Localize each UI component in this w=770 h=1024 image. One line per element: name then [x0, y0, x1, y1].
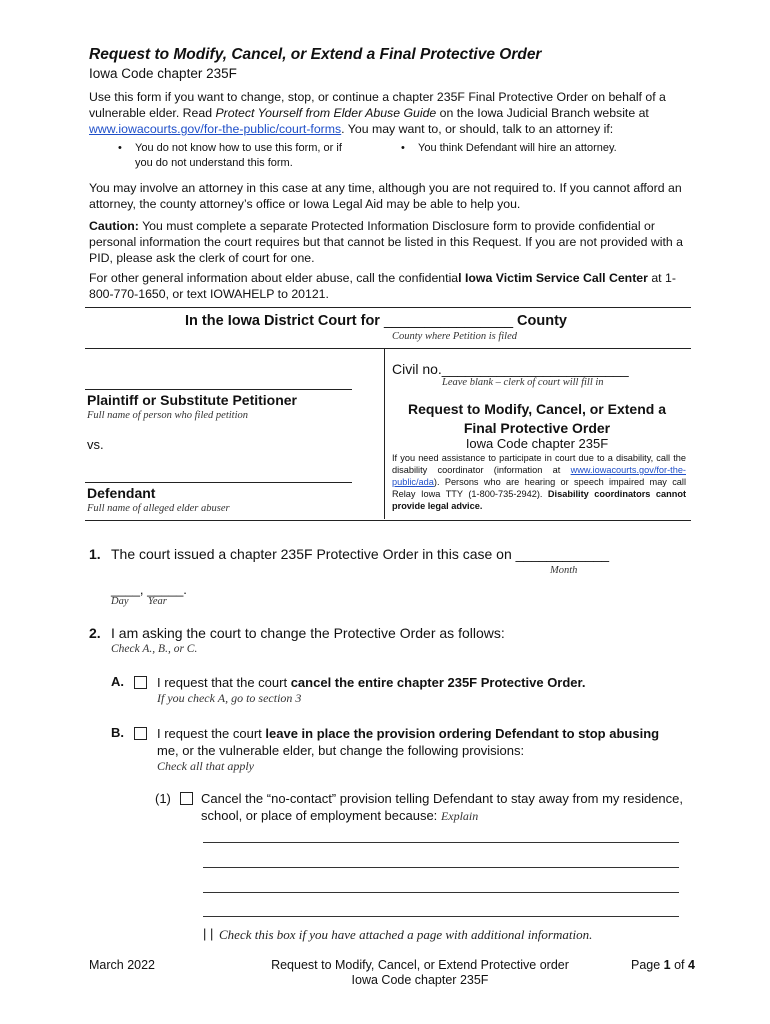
option-a-label: A.: [111, 674, 124, 689]
defendant-hint: Full name of alleged elder abuser: [87, 503, 230, 514]
year-hint: Year: [148, 596, 167, 607]
option-b-hint: Check all that apply: [157, 759, 254, 773]
explain-line[interactable]: [203, 916, 679, 917]
option-a-checkbox[interactable]: [134, 676, 147, 689]
day-hint: Day: [111, 596, 129, 607]
caption-divider: [384, 349, 385, 519]
plaintiff-line[interactable]: [85, 389, 352, 390]
intro-text-3: . You may want to, or should, talk to an attorney if:: [341, 122, 614, 136]
page-number: 1: [663, 958, 671, 972]
option-b-text: [157, 725, 659, 742]
bullet-text: You do not know how to use this form, or if you do not understand this form.: [135, 142, 342, 169]
option-b-prefix: I request the court: [157, 726, 266, 741]
option-b1-text: [201, 790, 683, 825]
court-suffix: County: [513, 313, 567, 329]
bullet-icon: •: [118, 142, 122, 154]
month-hint: Month: [550, 565, 578, 576]
general-text: For other general information about elder abuse, call the confidentia: [89, 271, 459, 285]
bullet-item: [401, 141, 678, 156]
section-1-text[interactable]: The court issued a chapter 235F Protective Order in this case on ____________: [111, 546, 610, 562]
option-a-prefix: I request that the court: [157, 675, 291, 690]
guide-title: Protect Yourself from Elder Abuse Guide: [215, 106, 437, 120]
footer-date: March 2022: [89, 958, 156, 972]
attorney-paragraph: You may involve an attorney in this case at any time, although you are not required to. If you cannot afford an attorney, the county attorney’s office or Iowa Legal Aid may be able to help you.: [89, 181, 682, 211]
bullet-item: [118, 141, 360, 171]
option-b-text-2: me, or the vulnerable elder, but change the following provisions:: [157, 743, 525, 758]
county-blank[interactable]: ________________: [383, 313, 514, 329]
ada-disclaimer: Disability coordinators cannot provide legal advice.: [392, 489, 687, 511]
explain-hint: Explain: [440, 809, 479, 823]
ada-text: If you need assistance to participate in court due to a disability, call the disability coordinator (information at: [392, 453, 686, 475]
general-info-paragraph: [89, 270, 689, 302]
county-hint: County where Petition is filed: [392, 331, 518, 342]
plaintiff-hint: Full name of person who filed petition: [87, 410, 248, 421]
court-prefix: In the Iowa District Court for: [185, 313, 384, 329]
option-a-text: [157, 674, 586, 691]
civil-number-hint: Leave blank – clerk of court will fill in: [442, 377, 604, 388]
option-b-label: B.: [111, 725, 124, 740]
option-b-checkbox[interactable]: [134, 727, 147, 740]
footer-title-line-2: Iowa Code chapter 235F: [351, 973, 489, 987]
section-1-number: 1.: [89, 546, 101, 562]
section-2-hint: Check A., B., or C.: [111, 643, 198, 655]
plaintiff-label: Plaintiff or Substitute Petitioner: [87, 392, 298, 408]
general-text-2: at 1-800-770-1650, or text IOWAHELP to 20121.: [89, 271, 676, 301]
intro-text-2: on the Iowa Judicial Branch website at: [436, 106, 649, 120]
caption-bottom-rule: [85, 520, 691, 521]
attachment-text: Check this box if you have attached a page with additional information.: [219, 927, 593, 942]
option-b-bold: leave in place the provision ordering Defendant to stop abusing: [265, 726, 660, 741]
day-year-field[interactable]: ____, _____.: [111, 582, 187, 597]
defendant-line[interactable]: [85, 482, 352, 483]
attachment-checkbox[interactable]: | |: [203, 926, 214, 941]
court-forms-link[interactable]: www.iowacourts.gov/for-the-public/court-forms: [89, 122, 342, 136]
page-total: 4: [688, 958, 695, 972]
section-2-text: I am asking the court to change the Protective Order as follows:: [111, 625, 505, 641]
option-a-bold: cancel the entire chapter 235F Protective Order.: [290, 675, 586, 690]
caption-form-code: Iowa Code chapter 235F: [465, 436, 609, 451]
option-b1-body: Cancel the “no-contact” provision telling Defendant to stay away from my residence, school, or place of employment because:: [201, 791, 683, 823]
call-center-name: l Iowa Victim Service Call Center: [458, 271, 648, 285]
option-b1-checkbox[interactable]: [180, 792, 193, 805]
explain-line[interactable]: [203, 842, 679, 843]
civil-number-field[interactable]: Civil no.________________________: [392, 361, 629, 377]
caution-paragraph: [89, 218, 689, 266]
caution-label: Caution:: [89, 219, 139, 233]
footer-title: [230, 958, 610, 988]
intro-paragraph: [89, 89, 689, 137]
versus-label: vs.: [87, 437, 104, 452]
page-of: of: [670, 958, 688, 972]
option-a-hint: If you check A, go to section 3: [157, 691, 302, 705]
caption-form-title: Request to Modify, Cancel, or Extend a Final Protective Order: [407, 401, 666, 436]
section-2-number: 2.: [89, 625, 101, 641]
court-heading: [185, 313, 567, 329]
page-indicator: [631, 958, 695, 972]
caution-text: You must complete a separate Protected Information Disclosure form to provide confidential or personal information the court requires but that cannot be listed in this Request. If you are not provided with a PID, please ask the clerk of court for one.: [89, 219, 684, 265]
ada-link[interactable]: www.iowacourts.gov/for-the-public/ada: [392, 465, 686, 487]
option-b1-label: (1): [155, 791, 171, 806]
intro-text: Use this form if you want to change, stop, or continue a chapter 235F Final Protective Order on behalf of a vulnerable elder. Read: [89, 90, 666, 120]
ada-notice: [392, 452, 686, 512]
form-code: Iowa Code chapter 235F: [89, 66, 237, 81]
footer-title-line-1: Request to Modify, Cancel, or Extend Protective order: [271, 958, 569, 972]
explain-line[interactable]: [203, 892, 679, 893]
page-word: Page: [631, 958, 664, 972]
caption-top-rule: [85, 307, 691, 308]
form-title: Request to Modify, Cancel, or Extend a Final Protective Order: [89, 46, 542, 63]
defendant-label: Defendant: [87, 485, 156, 501]
bullet-text: You think Defendant will hire an attorney.: [418, 142, 617, 154]
explain-line[interactable]: [203, 867, 679, 868]
bullet-icon: •: [401, 142, 405, 154]
ada-text-2: ). Persons who are hearing or speech impaired may call Relay Iowa TTY (1-800-735-2942).: [392, 477, 686, 499]
caption-mid-rule: [85, 348, 691, 349]
